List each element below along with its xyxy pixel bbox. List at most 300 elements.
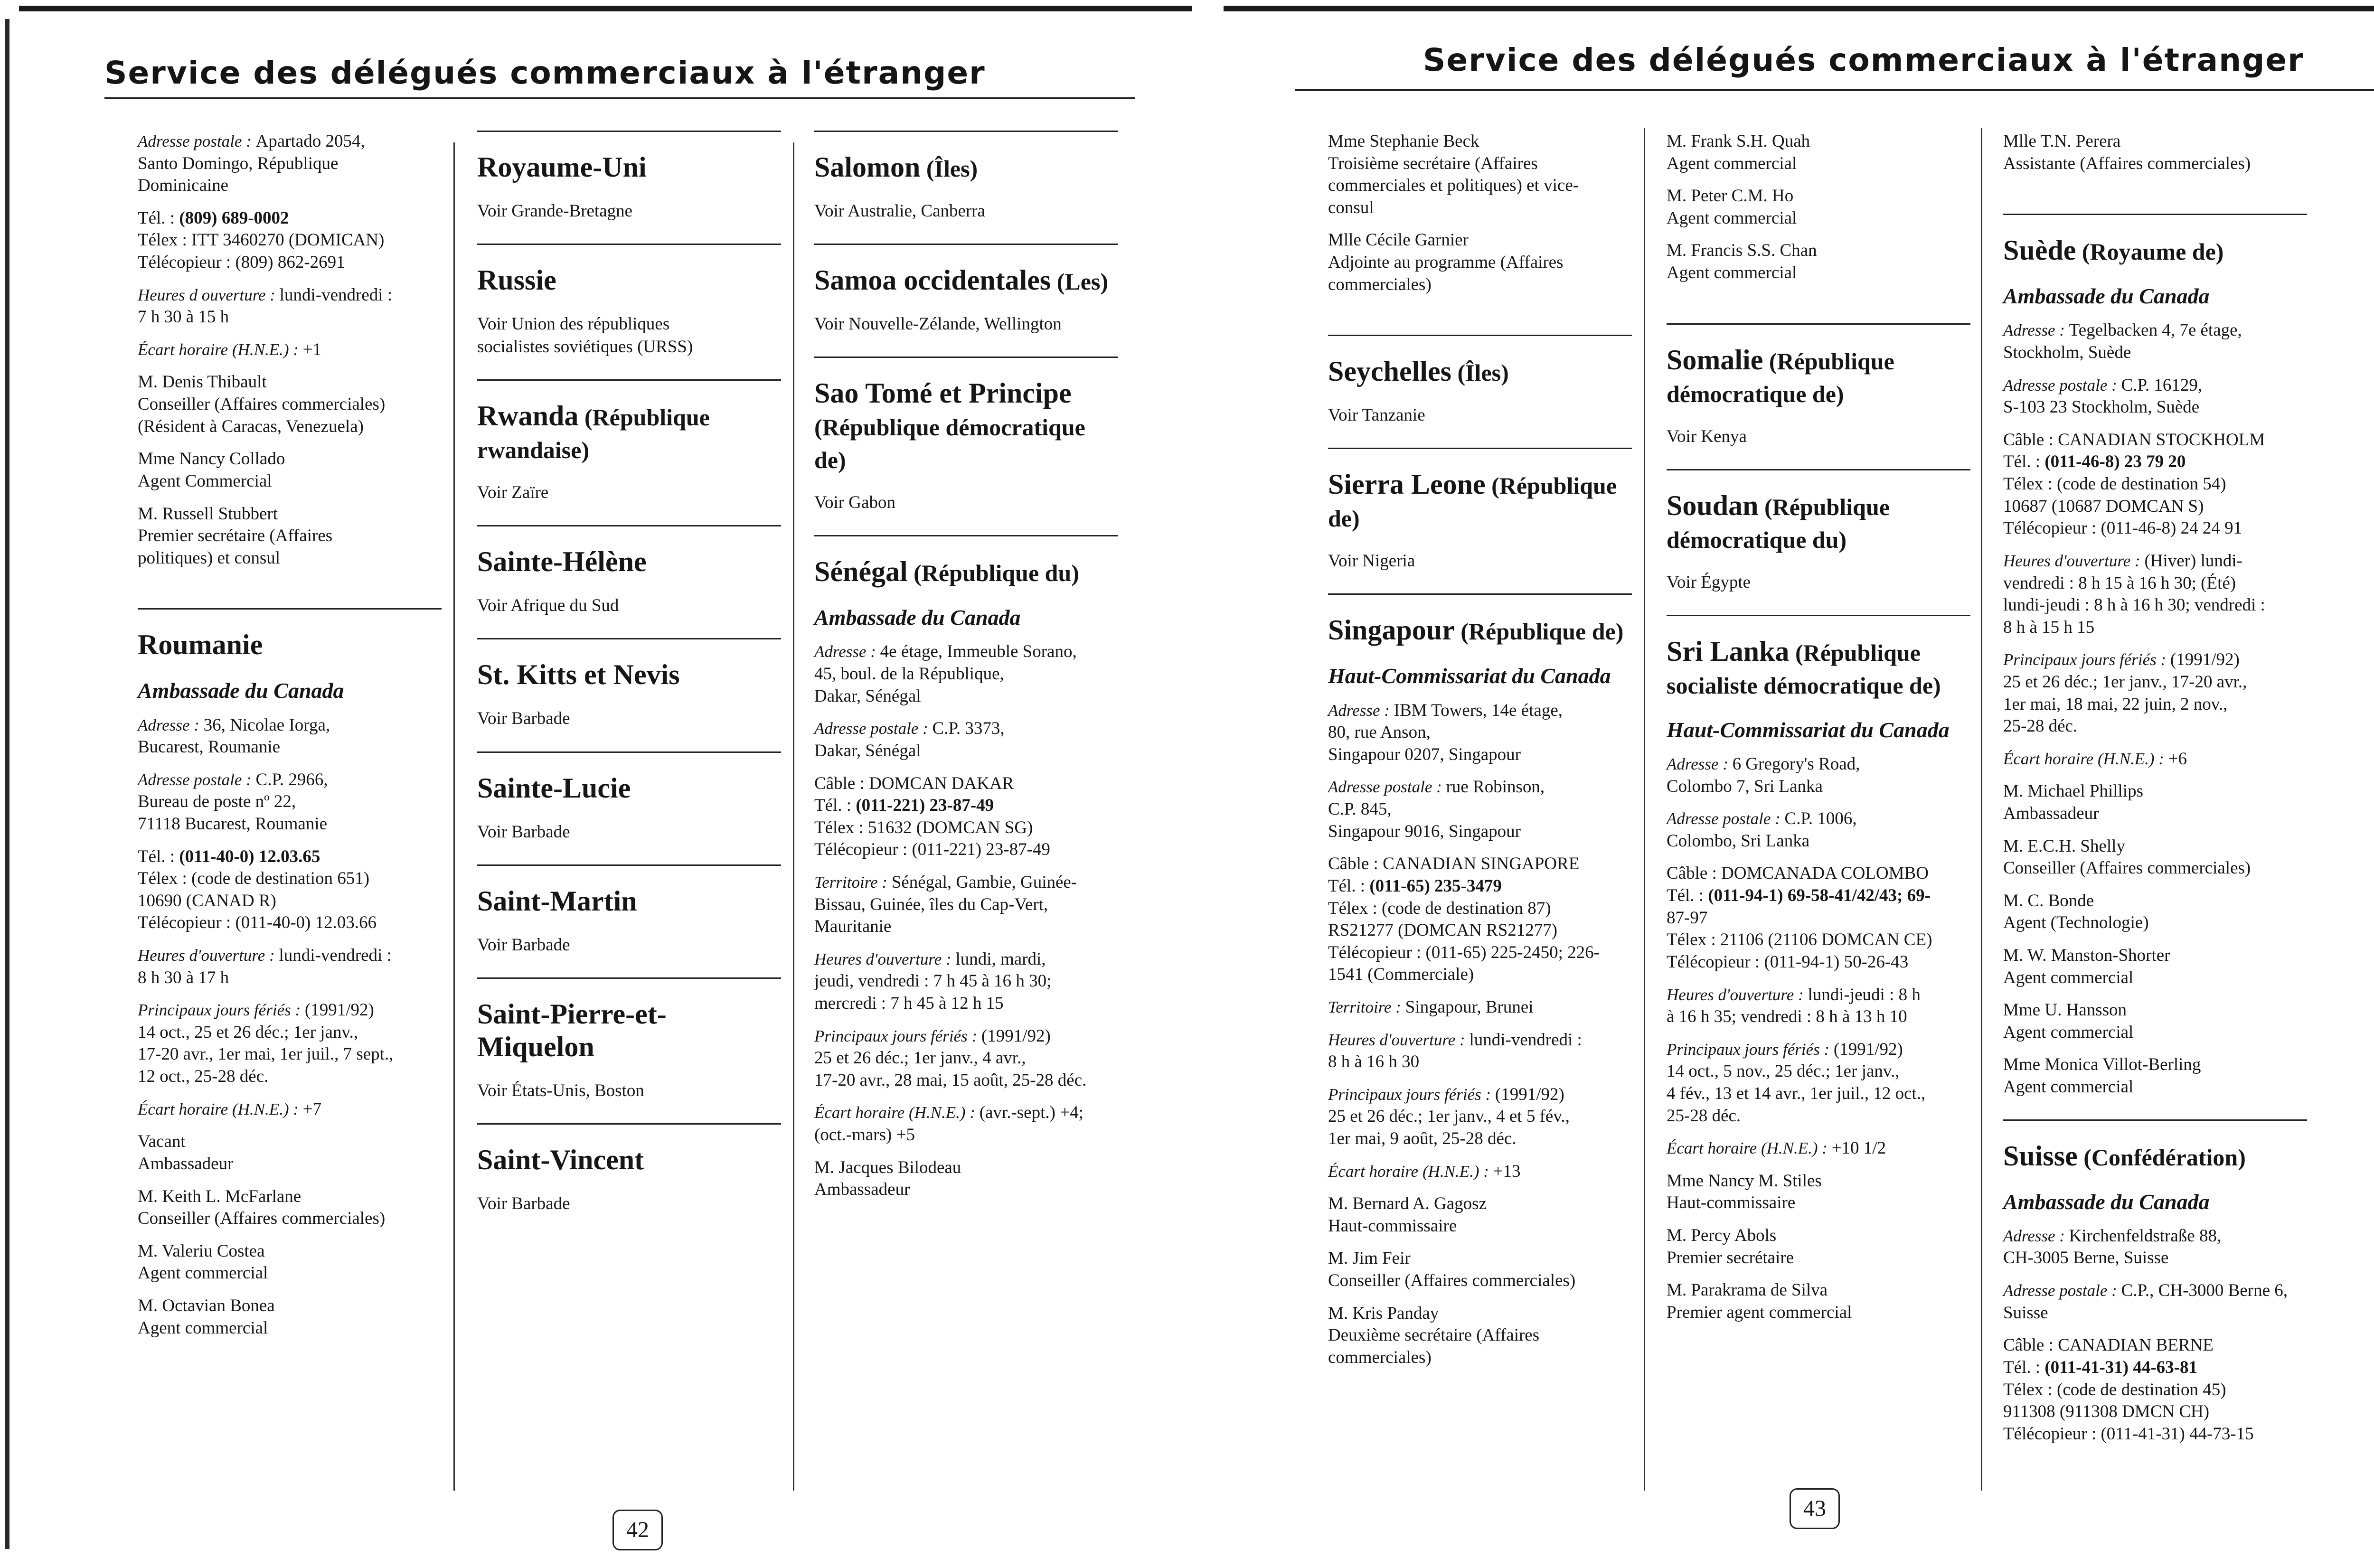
field-text: M. Parakrama de Silva Premier agent commercial [1667, 1280, 1852, 1322]
see-reference: Voir Barbade [477, 935, 570, 955]
country-subtitle: (République démocratique du) [1667, 493, 1890, 553]
mission-name: Ambassade du Canada [814, 605, 1021, 630]
country-name: Salomon [814, 151, 921, 183]
entry-block [1328, 1161, 1632, 1183]
field-label: Principaux jours fériés : [2003, 650, 2170, 669]
telephone-number: (011-46-8) 23 79 20 [2044, 452, 2186, 472]
field-label: Adresse postale : [2003, 376, 2121, 394]
field-text: (1991/92) 25 et 26 déc.; 1er janv., 4 avr., 17-20 avr., 28 mai, 15 août, 25-28 déc. [814, 1026, 1087, 1090]
country-title [138, 629, 442, 661]
entry-block [1667, 808, 1970, 852]
country-title [477, 545, 781, 578]
section-rule [477, 379, 781, 381]
country-title [814, 151, 1118, 184]
country-section [477, 864, 781, 957]
see-reference: Voir Barbade [477, 709, 570, 729]
field-text: Singapour, Brunei [1405, 997, 1534, 1017]
column-2 [477, 131, 781, 1236]
field-text: +10 1/2 [1831, 1138, 1886, 1158]
entry-block [1667, 131, 1970, 175]
entry-block [138, 846, 442, 934]
country-name: Suisse [2003, 1140, 2078, 1172]
field-label: Adresse : [2003, 1226, 2069, 1245]
country-subtitle: (Les) [1051, 268, 1109, 295]
field-text: Câble : CANADIAN SINGAPORE Tél. : (011-65) 235-3479 Télex : (code de destination 87) RS21277 (DOMCAN RS21277) Télécopieur : (011-65) 225-2450; 226- 1541 (Commerciale) [1328, 854, 1600, 985]
entry-block [138, 448, 442, 492]
field-label: Principaux jours fériés : [1328, 1085, 1495, 1104]
field-text: Câble : DOMCAN DAKAR Tél. : (011-221) 23-87-49 Télex : 51632 (DOMCAN SG) Télécopieur : (011-221) 23-87-49 [814, 773, 1050, 860]
field-label: Adresse : [814, 642, 880, 661]
see-reference: Voir Zaïre [477, 483, 549, 503]
field-text: lundi, mardi, jeudi, vendredi : 7 h 45 à 16 h 30; mercredi : 7 h 45 à 12 h 15 [814, 949, 1052, 1013]
see-reference: Voir Barbade [477, 1193, 570, 1213]
telephone-number: (011-221) 23-87-49 [856, 796, 994, 816]
country-name: Sierra Leone [1328, 469, 1486, 500]
country-name: Soudan [1667, 489, 1759, 521]
entry-block [1667, 185, 1970, 229]
field-text: IBM Towers, 14e étage, 80, rue Anson, Singapour 0207, Singapour [1328, 700, 1563, 764]
see-reference: Voir Égypte [1667, 572, 1751, 592]
section-rule [1667, 615, 1970, 616]
country-subtitle: (République rwandaise) [477, 404, 710, 464]
section-rule [1328, 593, 1632, 595]
country-name: Sénégal [814, 556, 908, 588]
country-section [138, 608, 442, 1339]
field-text: Mme Monica Villot-Berling Agent commercial [2003, 1055, 2201, 1097]
field-text: Mme Nancy Collado Agent Commercial [138, 449, 285, 491]
country-name: Saint-Pierre-et-Miquelon [477, 998, 667, 1062]
field-text: M. Valeriu Costea Agent commercial [138, 1241, 268, 1283]
field-text: C.P. 16129, S-103 23 Stockholm, Suède [2003, 375, 2203, 417]
telephone-number: (011-41-31) 44-63-81 [2044, 1357, 2197, 1377]
entry-block [1328, 1248, 1632, 1292]
field-text: (1991/92) 14 oct., 5 nov., 25 déc.; 1er janv., 4 fév., 13 et 14 avr., 1er juil., 12 oct., 25-28 déc. [1667, 1039, 1926, 1126]
country-title [477, 1144, 781, 1176]
spacer [2003, 185, 2307, 214]
see-reference: Voir Barbade [477, 822, 570, 842]
entry-block [1328, 229, 1632, 296]
section-rule [477, 244, 781, 245]
country-section [1667, 615, 1970, 1324]
mission-name: Haut-Commissariat du Canada [1328, 664, 1611, 688]
field-label: Adresse postale : [814, 719, 933, 738]
header-rule [1295, 89, 2374, 91]
field-text: M. Francis S.S. Chan Agent commercial [1667, 241, 1817, 283]
country-title [477, 264, 781, 297]
entry-block [138, 1131, 442, 1175]
entry-block [1328, 853, 1632, 986]
field-text: M. Kris Panday Deuxième secrétaire (Affaires commerciales) [1328, 1303, 1540, 1367]
country-section [477, 525, 781, 617]
country-subtitle: (République démocratique de) [814, 414, 1085, 474]
entry-block [1667, 1137, 1970, 1160]
entry-block [138, 999, 442, 1088]
field-text: Câble : CANADIAN BERNE Tél. : (011-41-31) 44-63-81 Télex : (code de destination 45) 911308 (911308 DMCN CH) Télécopieur : (011-41-31) 44-73-15 [2003, 1335, 2254, 1444]
see-reference: Voir Union des républiques socialistes soviétiques (URSS) [477, 314, 693, 357]
country-name: Saint-Vincent [477, 1144, 644, 1175]
entry-block [1328, 1193, 1632, 1237]
country-title [1667, 635, 1970, 701]
country-section [477, 244, 781, 358]
country-name: Saint-Martin [477, 885, 637, 917]
entry-block [1328, 776, 1632, 843]
country-name: Russie [477, 264, 556, 296]
country-section [2003, 1119, 2307, 1446]
entry-block [814, 872, 1118, 938]
field-text: (1991/92) 25 et 26 déc.; 1er janv., 17-20 avr., 1er mai, 18 mai, 22 juin, 2 nov., 25-28 déc. [2003, 650, 2247, 736]
entry-block [2003, 890, 2307, 934]
column-3 [814, 131, 1118, 1222]
field-text: (avr.-sept.) +4; (oct.-mars) +5 [814, 1103, 1083, 1145]
field-text: M. E.C.H. Shelly Conseiller (Affaires commerciales) [2003, 836, 2251, 878]
field-label: Principaux jours fériés : [138, 1001, 305, 1020]
field-label: Territoire : [814, 873, 892, 892]
top-rule [19, 6, 1192, 11]
field-label: Heures d'ouverture : [1328, 1030, 1470, 1049]
field-text: Tegelbacken 4, 7e étage, Stockholm, Suède [2003, 320, 2242, 363]
entry-block [1328, 700, 1632, 766]
country-title [814, 555, 1118, 588]
field-label: Heures d ouverture : [138, 285, 280, 304]
entry-block [2003, 429, 2307, 540]
field-label: Heures d'ouverture : [2003, 551, 2145, 570]
section-rule [814, 357, 1118, 358]
field-text: C.P. 2966, Bureau de poste nº 22, 71118 Bucarest, Roumanie [138, 770, 328, 834]
field-label: Écart horaire (H.N.E.) : [138, 1099, 303, 1118]
field-text: lundi-jeudi : 8 h à 16 h 35; vendredi : 8 h à 13 h 10 [1667, 985, 1921, 1027]
field-text: Sénégal, Gambie, Guinée- Bissau, Guinée, îles du Cap-Vert, Mauritanie [814, 872, 1077, 937]
section-rule [814, 131, 1118, 132]
entry-block [138, 207, 442, 274]
entry-block [1667, 1279, 1970, 1324]
field-text: Mme Nancy M. Stiles Haut-commissaire [1667, 1171, 1822, 1213]
field-text: Kirchenfeldstraße 88, CH-3005 Berne, Suisse [2003, 1226, 2222, 1268]
section-rule [477, 751, 781, 753]
country-name: Somalie [1667, 344, 1763, 376]
field-label: Principaux jours fériés : [1667, 1040, 1834, 1059]
mission-name: Ambassade du Canada [138, 678, 344, 703]
field-text: Mme Stephanie Beck Troisième secrétaire (Affaires commerciales et politiques) et vice- consul [1328, 131, 1579, 217]
entry-block [2003, 1225, 2307, 1269]
country-section [1667, 323, 1970, 448]
country-section [477, 379, 781, 504]
column-divider [1644, 128, 1645, 1491]
entry-block [1667, 1225, 1970, 1269]
field-text: (Hiver) lundi- vendredi : 8 h 15 à 16 h 30; (Été) lundi-jeudi : 8 h à 16 h 30; vendredi : 8 h à 15 h 15 [2003, 551, 2265, 637]
country-name: Roumanie [138, 629, 263, 661]
entry-block [138, 503, 442, 570]
column-divider [1981, 128, 1982, 1491]
see-reference: Voir Nouvelle-Zélande, Wellington [814, 314, 1062, 334]
field-text: M. C. Bonde Agent (Technologie) [2003, 891, 2149, 933]
country-title [477, 151, 781, 184]
field-text: +13 [1493, 1161, 1521, 1181]
entry-block [2003, 748, 2307, 770]
section-rule [2003, 1119, 2307, 1121]
entry-block [814, 641, 1118, 707]
entry-block [138, 339, 442, 361]
see-reference: Voir Tanzanie [1328, 405, 1425, 425]
country-name: Seychelles [1328, 356, 1451, 387]
entry-block [1328, 131, 1632, 219]
field-text: C.P. 3373, Dakar, Sénégal [814, 719, 1005, 761]
entry-block [814, 1025, 1118, 1092]
entry-block [138, 1295, 442, 1339]
country-section [1328, 335, 1632, 427]
see-reference: Voir Australie, Canberra [814, 201, 985, 221]
entry-block [814, 948, 1118, 1015]
entry-block [814, 1157, 1118, 1201]
entry-block [138, 371, 442, 438]
field-label: Adresse : [138, 715, 204, 734]
section-rule [477, 525, 781, 526]
column-divider [793, 142, 794, 1491]
page-header-title: Service des délégués commerciaux à l'étranger [104, 55, 986, 91]
field-label: Heures d'ouverture : [1667, 985, 1808, 1004]
field-text: Mlle Cécile Garnier Adjointe au programme (Affaires commerciales) [1328, 230, 1564, 294]
country-name: Samoa occidentales [814, 264, 1051, 296]
section-rule [477, 638, 781, 639]
field-text: Vacant Ambassadeur [138, 1132, 234, 1174]
field-label: Écart horaire (H.N.E.) : [138, 340, 303, 359]
country-subtitle: (Îles) [1451, 359, 1509, 386]
country-subtitle: (République du) [907, 560, 1079, 587]
country-section [814, 535, 1118, 1201]
field-text: M. Octavian Bonea Agent commercial [138, 1296, 275, 1338]
country-name: Royaume-Uni [477, 151, 647, 183]
country-title [2003, 234, 2307, 267]
field-label: Adresse postale : [1328, 778, 1446, 797]
country-name: St. Kitts et Nevis [477, 659, 680, 691]
field-text: 4e étage, Immeuble Sorano, 45, boul. de la République, Dakar, Sénégal [814, 642, 1077, 706]
country-section [1667, 469, 1970, 594]
section-rule [1328, 335, 1632, 336]
entry-block [2003, 836, 2307, 880]
field-label: Écart horaire (H.N.E.) : [814, 1103, 980, 1122]
section-rule [477, 131, 781, 132]
country-title [477, 400, 781, 465]
entry-block [138, 284, 442, 329]
country-subtitle: (Îles) [920, 155, 978, 182]
country-subtitle: (Royaume de) [2076, 238, 2224, 265]
country-name: Sao Tomé et Principe [814, 377, 1072, 409]
section-rule [1667, 469, 1970, 470]
field-label: Adresse postale : [138, 132, 256, 150]
entry-block [2003, 319, 2307, 364]
country-title [1328, 614, 1632, 647]
entry-block [2003, 1054, 2307, 1098]
field-text: Mlle T.N. Perera Assistante (Affaires commerciales) [2003, 131, 2251, 173]
section-rule [814, 244, 1118, 245]
country-title [477, 998, 781, 1063]
field-label: Adresse postale : [2003, 1281, 2121, 1300]
column-3 [2003, 131, 2307, 1466]
entry-block [2003, 131, 2307, 175]
entry-block [138, 1186, 442, 1230]
spacer [1328, 306, 1632, 335]
mission-name: Haut-Commissariat du Canada [1667, 717, 1950, 742]
see-reference: Voir Kenya [1667, 426, 1747, 446]
field-text: M. Russell Stubbert Premier secrétaire (Affaires politiques) et consul [138, 504, 333, 568]
country-title [477, 885, 781, 918]
field-text: lundi-vendredi : 8 h à 16 h 30 [1328, 1030, 1582, 1072]
see-reference: Voir Afrique du Sud [477, 596, 619, 616]
country-subtitle: (République démocratique de) [1667, 347, 1894, 407]
entry-block [2003, 1334, 2307, 1445]
country-subtitle: (Confédération) [2077, 1144, 2246, 1171]
country-name: Sainte-Hélène [477, 546, 647, 578]
country-subtitle: (République de) [1454, 618, 1624, 645]
entry-block [814, 718, 1118, 762]
country-title [477, 658, 781, 691]
entry-block [138, 945, 442, 989]
field-label: Adresse : [1328, 701, 1394, 720]
section-rule [814, 535, 1118, 536]
country-name: Sri Lanka [1667, 635, 1790, 667]
field-label: Adresse : [2003, 321, 2069, 340]
mission-name: Ambassade du Canada [2003, 284, 2210, 309]
section-rule [477, 1123, 781, 1125]
entry-block [1328, 1029, 1632, 1073]
country-section [477, 638, 781, 730]
entry-block [2003, 1280, 2307, 1324]
country-section [814, 244, 1118, 336]
see-reference: Voir Nigeria [1328, 551, 1415, 571]
field-text: M. W. Manston-Shorter Agent commercial [2003, 946, 2170, 987]
entry-block [138, 1099, 442, 1121]
entry-block [1667, 1039, 1970, 1127]
country-title [814, 264, 1118, 297]
entry-block [1667, 863, 1970, 973]
field-label: Adresse : [1667, 755, 1733, 774]
header-rule [104, 97, 1135, 99]
field-text: Tél. : (011-40-0) 12.03.65 Télex : (code de destination 651) 10690 (CANAD R) Télécopieur : (011-40-0) 12.03.66 [138, 846, 377, 933]
country-title [1328, 355, 1632, 388]
field-text: (1991/92) 25 et 26 déc.; 1er janv., 4 et 5 fév., 1er mai, 9 août, 25-28 déc. [1328, 1084, 1570, 1148]
entry-block [814, 1102, 1118, 1146]
country-section [477, 1123, 781, 1215]
page-number: 43 [1790, 1488, 1840, 1529]
field-label: Heures d'ouverture : [814, 949, 956, 968]
field-text: Câble : DOMCANADA COLOMBO Tél. : (011-94-1) 69-58-41/42/43; 69- 87-97 Télex : 21106 (21106 DOMCAN CE) Télécopieur : (011-94-1) 50-26-43 [1667, 864, 1932, 972]
section-rule [2003, 214, 2307, 215]
entry-block [1667, 1170, 1970, 1214]
country-name: Suède [2003, 235, 2076, 266]
field-text: +6 [2168, 749, 2187, 769]
country-section [814, 131, 1118, 223]
field-text: M. Keith L. McFarlane Conseiller (Affaires commerciales) [138, 1186, 386, 1229]
field-text: M. Jacques Bilodeau Ambassadeur [814, 1157, 961, 1200]
field-text: Tél. : (809) 689-0002 Télex : ITT 3460270 (DOMICAN) Télécopieur : (809) 862-2691 [138, 208, 385, 272]
field-label: Territoire : [1328, 997, 1405, 1016]
field-text: M. Jim Feir Conseiller (Affaires commerciales) [1328, 1249, 1576, 1291]
see-reference: Voir Gabon [814, 493, 895, 513]
field-text: C.P., CH-3000 Berne 6, Suisse [2003, 1281, 2288, 1323]
field-text: M. Bernard A. Gagosz Haut-commissaire [1328, 1194, 1487, 1236]
top-rule [1224, 6, 2374, 11]
country-name: Sainte-Lucie [477, 772, 631, 804]
telephone-number: (011-40-0) 12.03.65 [179, 846, 320, 866]
binding-edge [5, 19, 9, 1549]
country-section [814, 357, 1118, 514]
entry-block [138, 1240, 442, 1285]
field-label: Écart horaire (H.N.E.) : [1667, 1139, 1832, 1158]
entry-block [2003, 375, 2307, 419]
field-label: Adresse postale : [138, 770, 256, 789]
entry-block [2003, 649, 2307, 737]
section-rule [477, 977, 781, 979]
field-text: lundi-vendredi : 8 h 30 à 17 h [138, 946, 392, 987]
field-label: Adresse postale : [1667, 809, 1785, 828]
country-subtitle: (République de) [1328, 472, 1617, 532]
field-text: M. Michael Phillips Ambassadeur [2003, 781, 2143, 823]
field-label: Écart horaire (H.N.E.) : [2003, 749, 2168, 768]
entry-block [138, 131, 442, 197]
country-section [477, 131, 781, 223]
field-text: +7 [302, 1099, 322, 1119]
country-subtitle: (République socialiste démocratique de) [1667, 639, 1941, 699]
field-label: Heures d'ouverture : [138, 946, 279, 965]
column-1 [1328, 131, 1632, 1390]
mission-name: Ambassade du Canada [2003, 1189, 2210, 1214]
field-text: Câble : CANADIAN STOCKHOLM Tél. : (011-46-8) 23 79 20 Télex : (code de destination 54) 10687 (10687 DOMCAN S) Télécopieur : (011-46-8) 24 24 91 [2003, 430, 2265, 538]
country-title [1328, 468, 1632, 534]
country-section [1328, 448, 1632, 573]
entry-block [138, 769, 442, 836]
country-section [1328, 593, 1632, 1369]
field-text: Mme U. Hansson Agent commercial [2003, 1000, 2134, 1042]
see-reference: Voir Grande-Bretagne [477, 201, 633, 221]
entry-block [1667, 240, 1970, 284]
entry-block [1328, 1084, 1632, 1150]
field-text: lundi-vendredi : 7 h 30 à 15 h [138, 285, 393, 327]
entry-block [1328, 996, 1632, 1019]
country-section [477, 751, 781, 844]
country-title [1667, 344, 1970, 409]
country-title [477, 772, 781, 805]
entry-block [138, 714, 442, 759]
see-reference: Voir États-Unis, Boston [477, 1080, 644, 1100]
entry-block [1667, 984, 1970, 1028]
entry-block [2003, 999, 2307, 1043]
field-text: 6 Gregory's Road, Colombo 7, Sri Lanka [1667, 754, 1860, 796]
section-rule [138, 608, 442, 610]
field-text: M. Peter C.M. Ho Agent commercial [1667, 186, 1797, 228]
spacer [1667, 295, 1970, 323]
page-header-title: Service des délégués commerciaux à l'étranger [1423, 42, 2304, 78]
country-name: Singapour [1328, 614, 1455, 646]
telephone-number: (809) 689-0002 [179, 208, 289, 228]
country-title [1667, 489, 1970, 555]
entry-block [2003, 780, 2307, 825]
field-text: +1 [302, 339, 322, 359]
telephone-number: (011-65) 235-3479 [1369, 876, 1502, 896]
page-43 [1214, 0, 2374, 1568]
country-section [477, 977, 781, 1102]
field-text: M. Frank S.H. Quah Agent commercial [1667, 131, 1810, 173]
entry-block [814, 773, 1118, 861]
field-label: Écart horaire (H.N.E.) : [1328, 1162, 1493, 1181]
field-text: Apartado 2054, Santo Domingo, République Dominicaine [138, 131, 365, 196]
spacer [138, 580, 442, 608]
country-section [2003, 214, 2307, 1098]
field-text: M. Denis Thibault Conseiller (Affaires commerciales) (Résident à Caracas, Venezuela) [138, 372, 386, 436]
field-label: Principaux jours fériés : [814, 1026, 981, 1045]
country-title [2003, 1140, 2307, 1173]
field-text: C.P. 1006, Colombo, Sri Lanka [1667, 809, 1857, 851]
field-text: (1991/92) 14 oct., 25 et 26 déc.; 1er janv., 17-20 avr., 1er mai, 1er juil., 7 sept., 12 oct., 25-28 déc. [138, 1000, 394, 1087]
entry-block [2003, 945, 2307, 989]
